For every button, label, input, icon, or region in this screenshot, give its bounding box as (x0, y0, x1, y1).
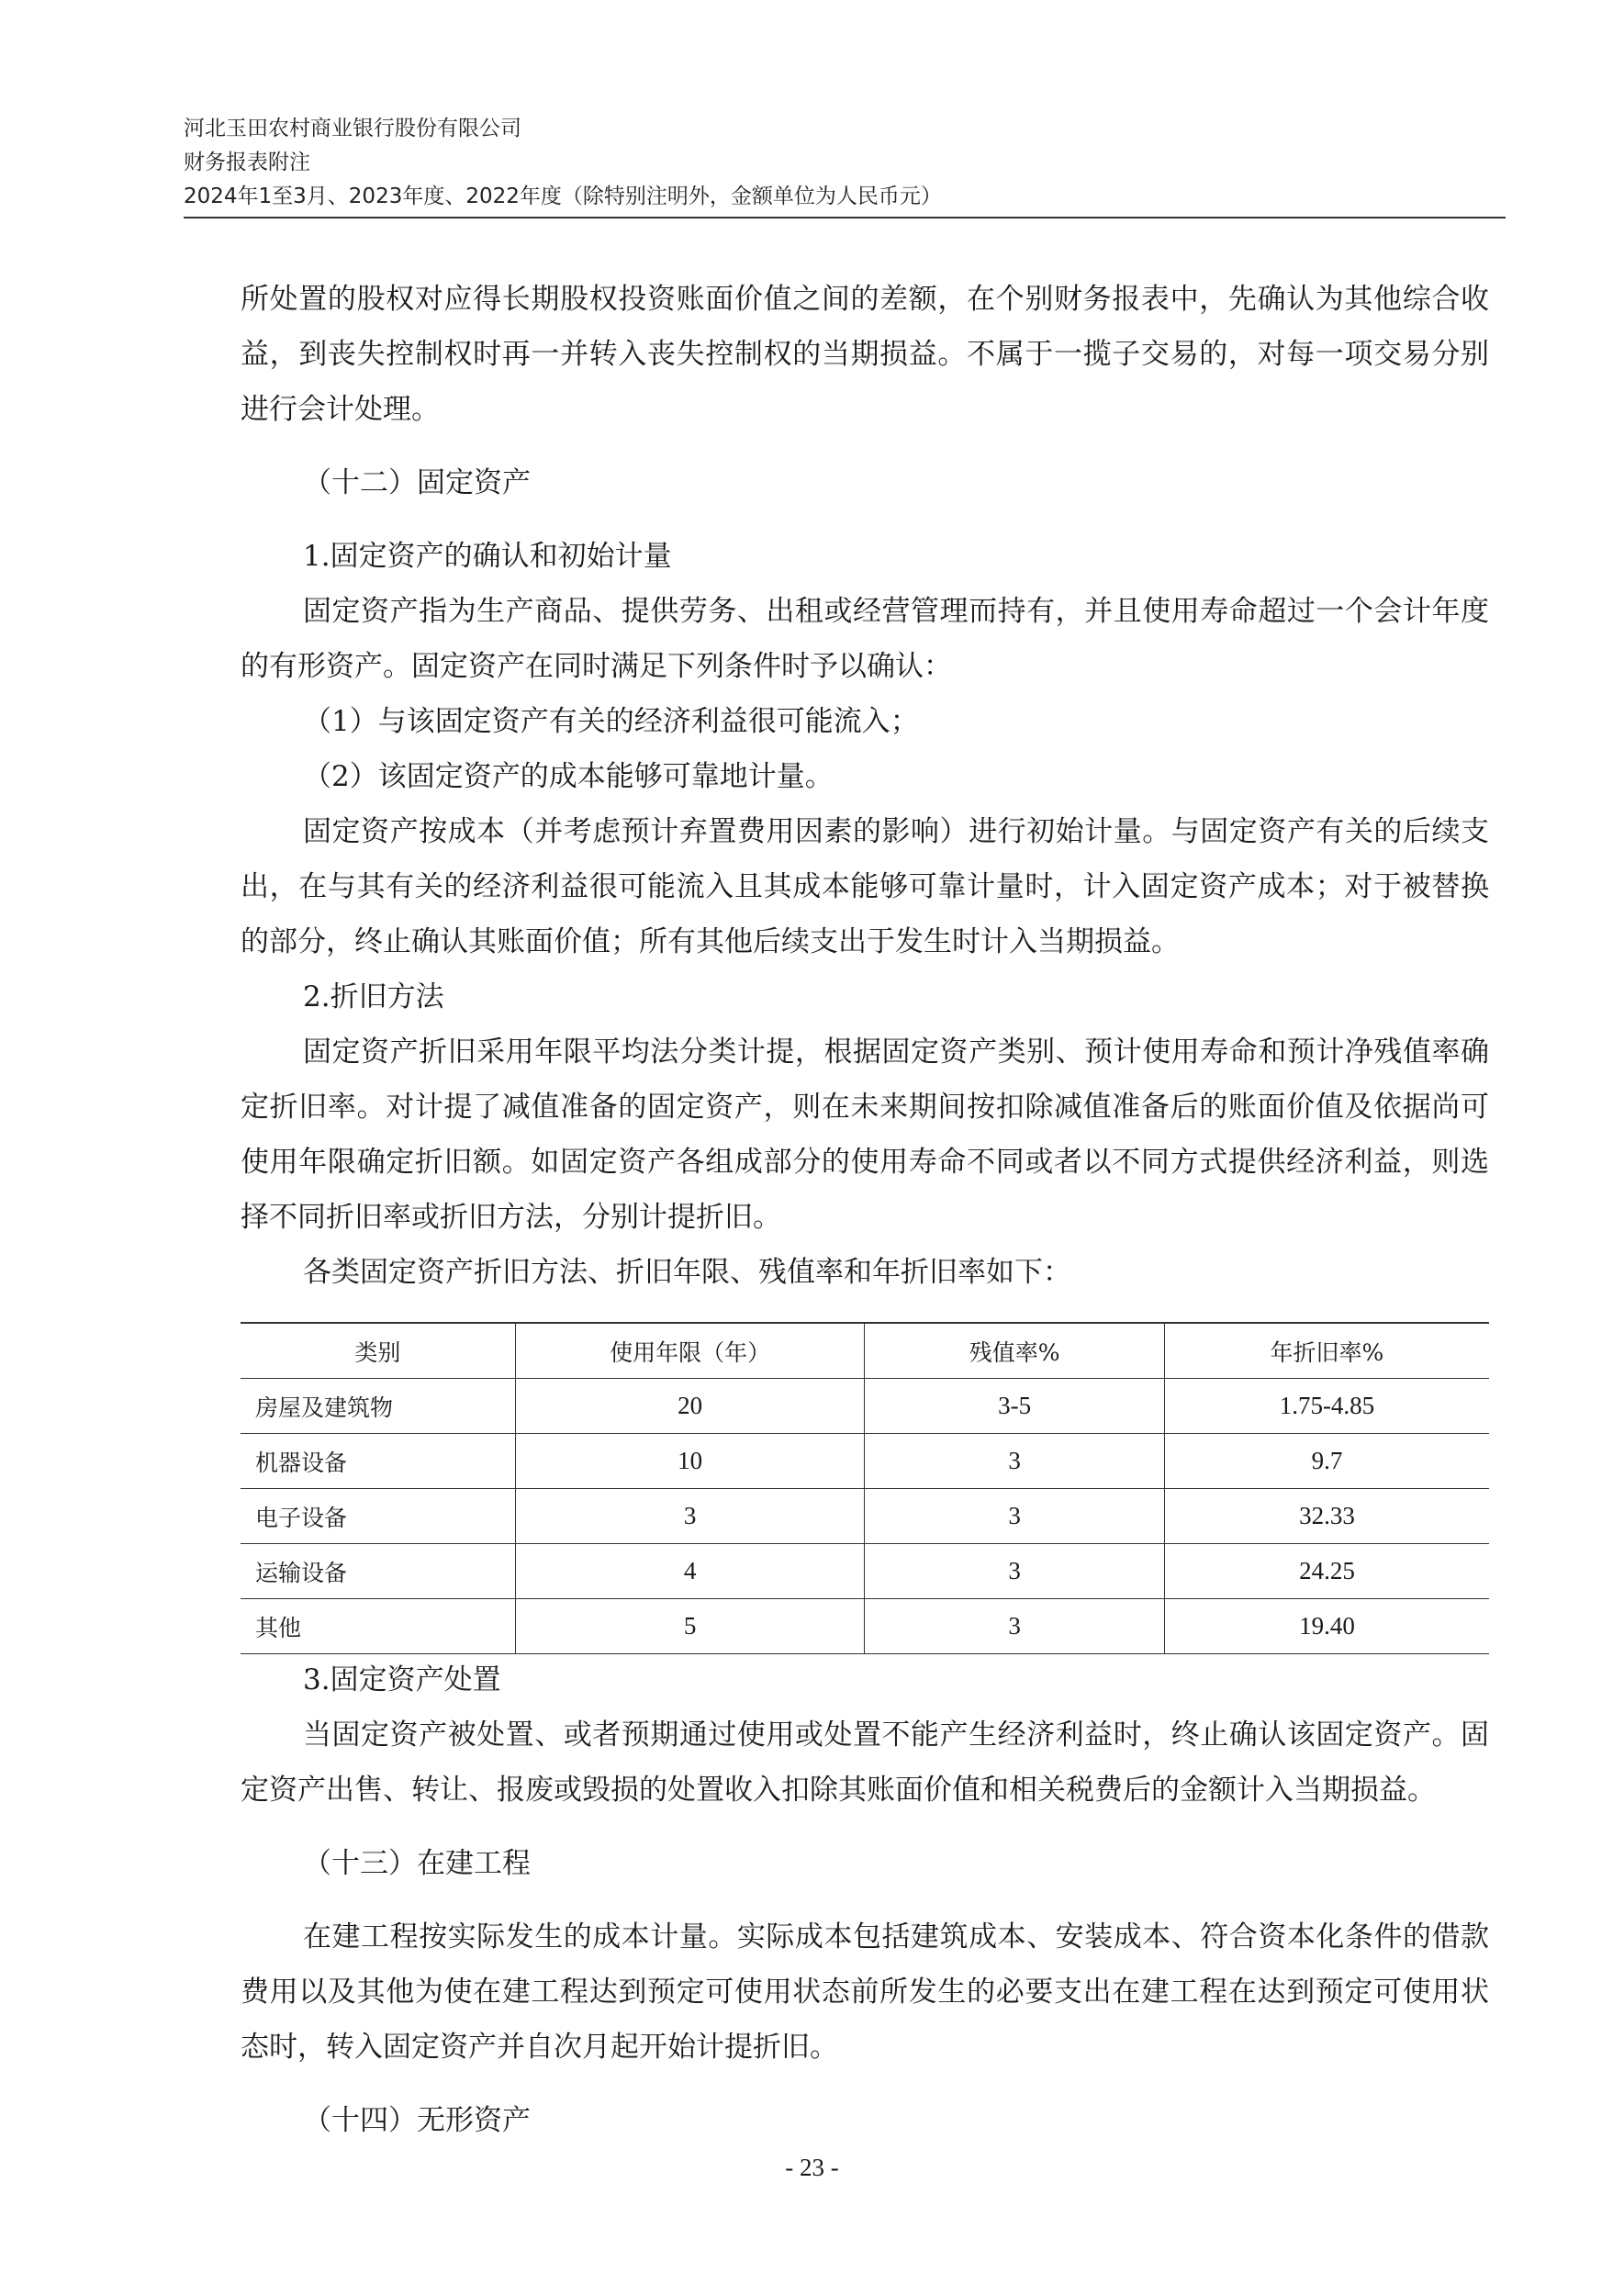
header-rule (184, 217, 1506, 218)
report-title: 财务报表附注 (184, 151, 310, 174)
subsection-title-depreciation: 2.折旧方法 (303, 980, 444, 1013)
table-cell: 3 (865, 1434, 1164, 1489)
page-number: - 23 - (785, 2154, 839, 2181)
depreciation-table (241, 1322, 1489, 1654)
table-row (241, 1489, 1489, 1544)
paragraph-definition: 固定资产指为生产商品、提供劳务、出租或经营管理而持有，并且使用寿命超过一个会计年度的有形资产。固定资产在同时满足下列条件时予以确认： (241, 595, 1489, 683)
table-header-cell: 残值率% (865, 1323, 1164, 1379)
report-period: 2024年1至3月、2023年度、2022年度（除特别注明外，金额单位为人民币元） (184, 185, 942, 208)
section-heading-fixed-assets: （十二）固定资产 (303, 466, 531, 499)
table-cell: 3 (865, 1599, 1164, 1654)
table-row (241, 1379, 1489, 1434)
table-cell: 电子设备 (241, 1489, 515, 1544)
table-cell: 机器设备 (241, 1434, 515, 1489)
table-cell: 5 (515, 1599, 865, 1654)
company-name: 河北玉田农村商业银行股份有限公司 (184, 117, 521, 140)
paragraph-continuation: 所处置的股权对应得长期股权投资账面价值之间的差额，在个别财务报表中，先确认为其他综合收益，到丧失控制权时再一并转入丧失控制权的当期损益。不属于一揽子交易的，对每一项交易分别进行会计处理。 (241, 283, 1489, 426)
condition-2: （2）该固定资产的成本能够可靠地计量。 (303, 760, 834, 793)
section-heading-construction: （十三）在建工程 (303, 1847, 531, 1880)
table-row (241, 1544, 1489, 1599)
table-cell: 9.7 (1164, 1434, 1489, 1489)
condition-1: （1）与该固定资产有关的经济利益很可能流入； (303, 705, 919, 738)
table-cell: 24.25 (1164, 1544, 1489, 1599)
paragraph-construction: 在建工程按实际发生的成本计量。实际成本包括建筑成本、安装成本、符合资本化条件的借款费用以及其他为使在建工程达到预定可使用状态前所发生的必要支出在建工程在达到预定可使用状态时，转入固定资产并自次月起开始计提折旧。 (241, 1920, 1489, 2064)
subsection-title-recognition: 1.固定资产的确认和初始计量 (303, 540, 672, 573)
table-header-row (241, 1323, 1489, 1379)
table-cell: 3 (865, 1489, 1164, 1544)
page-header (184, 112, 1506, 214)
table-cell: 4 (515, 1544, 865, 1599)
table-header-cell: 年折旧率% (1164, 1323, 1489, 1379)
table-header-cell: 使用年限（年） (515, 1323, 865, 1379)
table-header-cell: 类别 (241, 1323, 515, 1379)
table-row (241, 1434, 1489, 1489)
table-cell: 3-5 (865, 1379, 1164, 1434)
table-cell: 运输设备 (241, 1544, 515, 1599)
table-cell: 32.33 (1164, 1489, 1489, 1544)
subsection-title-disposal: 3.固定资产处置 (303, 1663, 501, 1696)
table-row (241, 1599, 1489, 1654)
section-heading-intangible: （十四）无形资产 (303, 2104, 531, 2137)
paragraph-initial-measurement: 固定资产按成本（并考虑预计弃置费用因素的影响）进行初始计量。与固定资产有关的后续支出，在与其有关的经济利益很可能流入且其成本能够可靠计量时，计入固定资产成本；对于被替换的部分，终止确认其账面价值；所有其他后续支出于发生时计入当期损益。 (241, 815, 1489, 958)
table-cell: 20 (515, 1379, 865, 1434)
paragraph-table-intro: 各类固定资产折旧方法、折旧年限、残值率和年折旧率如下： (303, 1256, 1071, 1289)
table-cell: 3 (865, 1544, 1164, 1599)
table-cell: 其他 (241, 1599, 515, 1654)
table-cell: 19.40 (1164, 1599, 1489, 1654)
table-cell: 10 (515, 1434, 865, 1489)
body-text-after-table (241, 1652, 1489, 2148)
table-cell: 房屋及建筑物 (241, 1379, 515, 1434)
paragraph-disposal: 当固定资产被处置、或者预期通过使用或处置不能产生经济利益时，终止确认该固定资产。固定资产出售、转让、报废或毁损的处置收入扣除其账面价值和相关税费后的金额计入当期损益。 (241, 1718, 1489, 1807)
body-text (241, 272, 1489, 1300)
paragraph-depreciation: 固定资产折旧采用年限平均法分类计提，根据固定资产类别、预计使用寿命和预计净残值率确定折旧率。对计提了减值准备的固定资产，则在未来期间按扣除减值准备后的账面价值及依据尚可使用年限确定折旧额。如固定资产各组成部分的使用寿命不同或者以不同方式提供经济利益，则选择不同折旧率或折旧方法，分别计提折旧。 (241, 1036, 1489, 1234)
table-cell: 3 (515, 1489, 865, 1544)
table-cell: 1.75-4.85 (1164, 1379, 1489, 1434)
